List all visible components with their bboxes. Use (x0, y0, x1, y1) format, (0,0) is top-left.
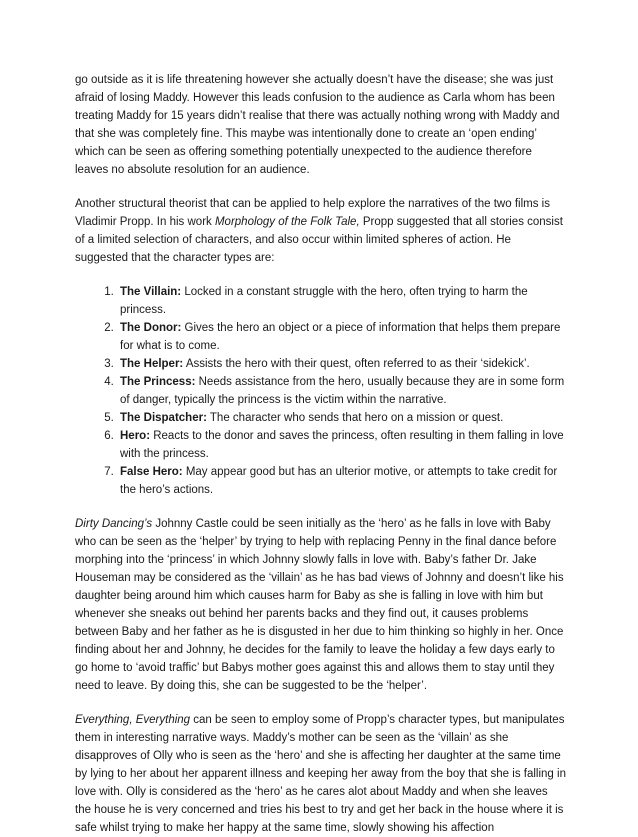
propp-intro-text-1: Another structural theorist that can be applied to help explore the narratives of the two films is Vladimir Propp. In his work (75, 198, 550, 228)
everything-everything-analysis: can be seen to employ some of Propp’s character types, but manipulates them in interesting narrative ways. Maddy’s mother can be seen as the ‘villain’ as she disapproves of Olly who is seen as the ‘hero’ and she is affecting her daughter at the same time by lying to her about her apparent illness and keeping her away from the boy that she is falling in love with. Olly is considered as the ‘hero’ as he cares alot about Maddy and when she leaves the house he is very concerned and tries his best to try and get her back in the house where it is safe whilst trying to make her happy at the same time, slowly showing his affection (75, 714, 566, 834)
list-item-villain (117, 283, 566, 319)
character-type-desc: Gives the hero an object or a piece of information that helps them prepare for what is to come. (120, 322, 561, 352)
paragraph-disease-resolution: go outside as it is life threatening however she actually doesn’t have the disease; she was just afraid of losing Maddy. However this leads confusion to the audience as Carla whom has been treating Maddy for 15 years didn’t realise that there was actually nothing wrong with Maddy and that she was completely fine. This maybe was intentionally done to create an ‘open ending’ which can be seen as offering something potentially unexpected to the audience therefore leaves no absolute resolution for an audience. (75, 74, 560, 176)
character-type-name: The Dispatcher: (120, 412, 207, 424)
film-title-everything-everything: Everything, Everything (75, 714, 191, 726)
film-title-dirty-dancing: Dirty Dancing’s (75, 518, 153, 530)
character-type-name: Hero: (120, 430, 151, 442)
character-type-desc: Needs assistance from the hero, usually because they are in some form of danger, typically the princess is the victim within the narrative. (120, 376, 565, 406)
character-type-desc: Reacts to the donor and saves the princess, often resulting in them falling in love with the princess. (120, 430, 564, 460)
list-item-princess (117, 373, 566, 409)
character-type-desc: Assists the hero with their quest, often referred to as their ‘sidekick’. (183, 358, 530, 370)
dirty-dancing-analysis: Johnny Castle could be seen initially as the ‘hero’ as he falls in love with Baby who can be seen as the ‘helper’ by trying to help with replacing Penny in the final dance before morphing into the ‘princess’ in which Johnny slowly falls in love with. Baby’s father Dr. Jake Houseman may be considered as the ‘villain’ as he has bad views of Johnny and doesn’t like his daughter being around him which causes harm for Baby as she is falling in love with him but whenever she sneaks out behind her parents backs and they find out, it causes problems between Baby and her father as he is disgusted in her due to him thinking so highly in her. Once finding about her and Johnny, he decides for the family to leave the holiday a few days early to go home to ‘avoid traffic’ but Babys mother goes against this and allows them to stay until they need to leave. By doing this, she can be suggested to be the ‘helper’. (75, 518, 564, 692)
character-type-name: The Villain: (120, 286, 182, 298)
character-type-desc: May appear good but has an ulterior motive, or attempts to take credit for the hero’s actions. (120, 466, 558, 496)
list-item-helper (117, 355, 566, 373)
character-type-name: The Helper: (120, 358, 184, 370)
character-type-desc: Locked in a constant struggle with the hero, often trying to harm the princess. (120, 286, 528, 316)
character-types-list (75, 283, 566, 499)
propp-intro-text-2: Propp suggested that all stories consist of a limited selection of characters, and also occur within limited spheres of action. He suggested that the character types are: (75, 216, 563, 264)
list-item-hero (117, 427, 566, 463)
character-type-name: The Donor: (120, 322, 182, 334)
paragraph-propp-intro (75, 195, 566, 267)
book-title-morphology: Morphology of the Folk Tale, (214, 216, 360, 228)
character-type-name: The Princess: (120, 376, 196, 388)
list-item-donor (117, 319, 566, 355)
list-item-false-hero (117, 463, 566, 499)
character-type-name: False Hero: (120, 466, 183, 478)
list-item-dispatcher (117, 409, 566, 427)
character-type-desc: The character who sends that hero on a mission or quest. (206, 412, 504, 424)
paragraph-everything-everything (75, 711, 566, 837)
paragraph-dirty-dancing (75, 515, 566, 695)
